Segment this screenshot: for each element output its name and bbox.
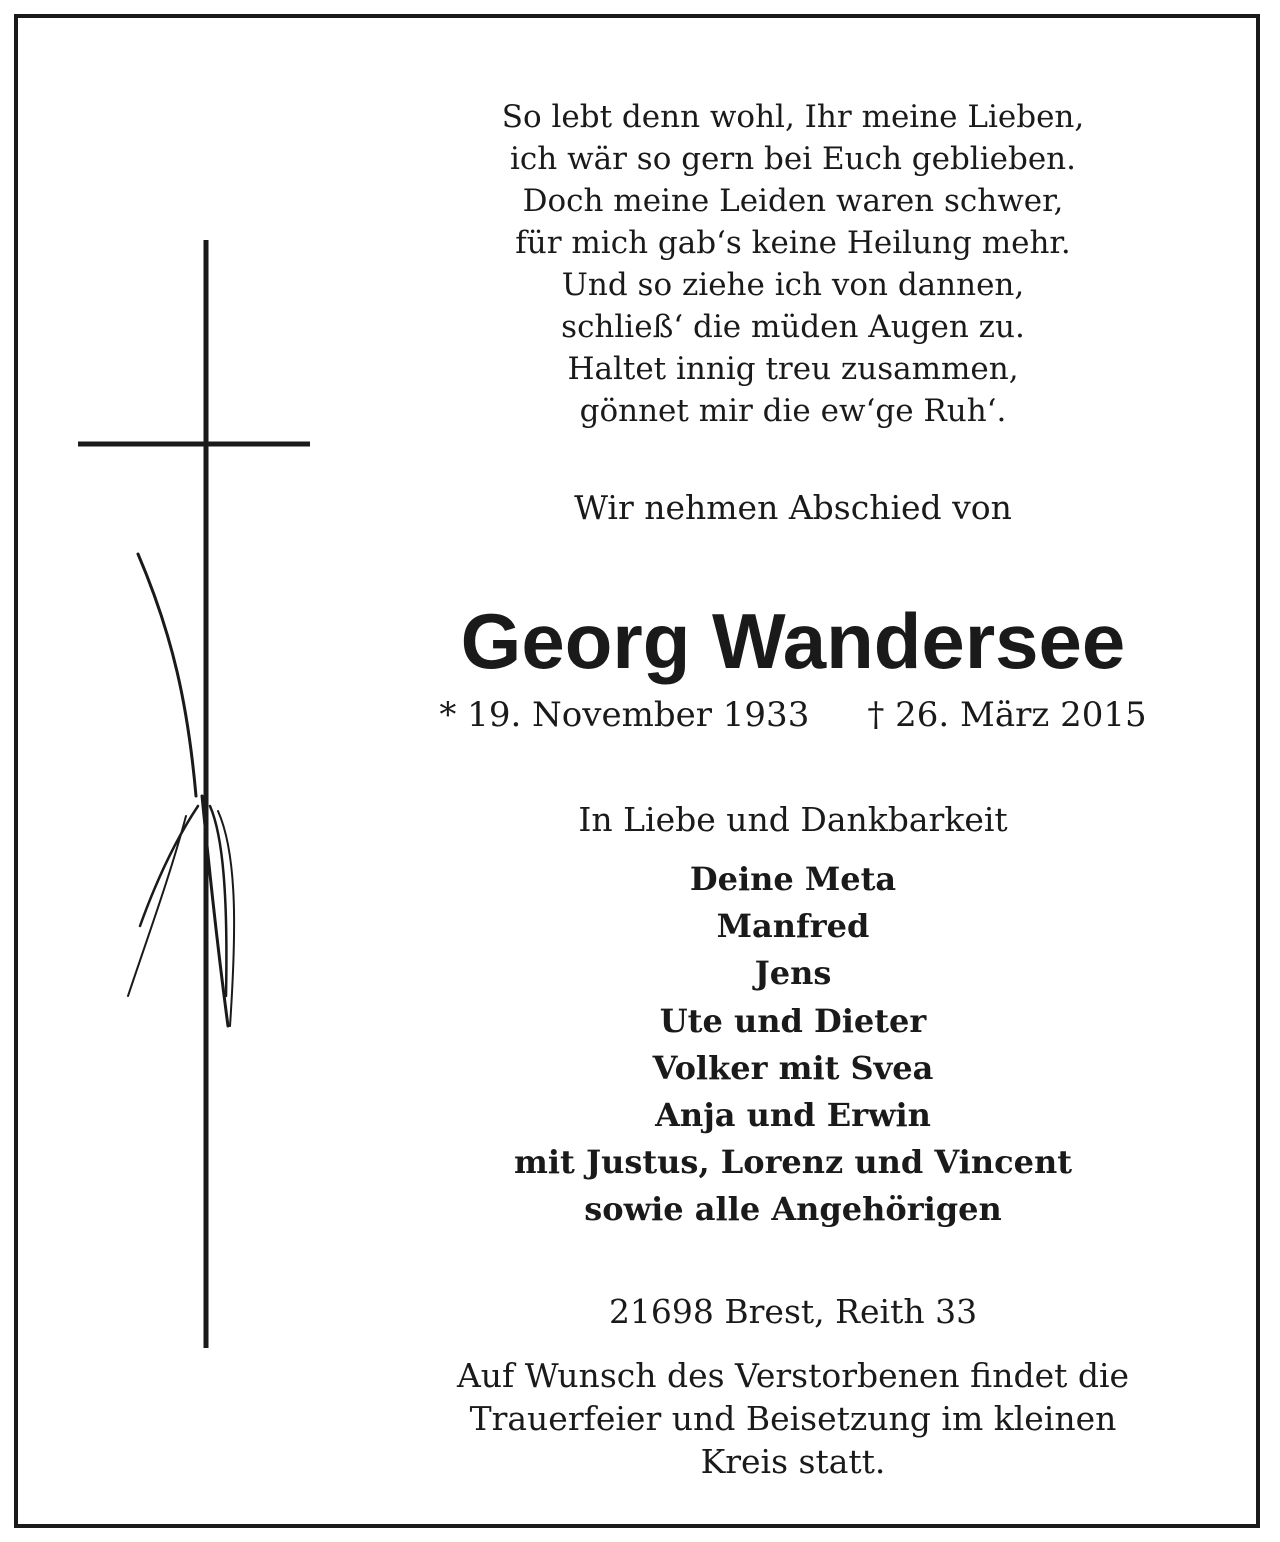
mourner-line: sowie alle Angehörigen [584, 1190, 1002, 1229]
poem-line: schließ‘ die müden Augen zu. [561, 309, 1025, 345]
deceased-name: Georg Wandersee [460, 597, 1126, 685]
poem-line: So lebt denn wohl, Ihr meine Lieben, [501, 99, 1085, 135]
poem-line: für mich gab‘s keine Heilung mehr. [515, 225, 1071, 261]
mourner-line: Ute und Dieter [659, 1001, 927, 1040]
obituary-frame [14, 14, 1260, 1528]
poem-line: Doch meine Leiden waren schwer, [522, 183, 1064, 219]
mourner-line: Manfred [716, 907, 870, 946]
poem-line: gönnet mir die ew‘ge Ruh‘. [579, 393, 1007, 429]
cross-with-grass-icon [78, 236, 338, 1356]
poem [358, 96, 1228, 432]
mourner-line: Deine Meta [689, 860, 897, 898]
farewell-intro: Wir nehmen Abschied von [574, 488, 1012, 527]
gratitude-line: In Liebe und Dankbarkeit [578, 800, 1008, 839]
life-dates [358, 692, 1228, 738]
address: 21698 Brest, Reith 33 [608, 1292, 978, 1331]
mourner-line: mit Justus, Lorenz und Vincent [514, 1143, 1072, 1182]
notice-line: Kreis statt. [700, 1442, 886, 1481]
poem-line: Und so ziehe ich von dannen, [561, 267, 1025, 303]
birth-date: * 19. November 1933 [439, 695, 810, 735]
mourner-line: Volker mit Svea [652, 1048, 934, 1087]
mourner-line: Anja und Erwin [655, 1096, 931, 1135]
funeral-notice [358, 1354, 1228, 1483]
death-date: † 26. März 2015 [867, 695, 1147, 735]
poem-line: Haltet innig treu zusammen, [567, 351, 1019, 387]
notice-line: Auf Wunsch des Verstorbenen findet die [456, 1356, 1130, 1395]
notice-line: Trauerfeier und Beisetzung im kleinen [469, 1399, 1117, 1438]
poem-line: ich wär so gern bei Euch geblieben. [510, 141, 1076, 177]
mourners-list [358, 856, 1228, 1234]
mourner-line: Jens [754, 954, 832, 993]
